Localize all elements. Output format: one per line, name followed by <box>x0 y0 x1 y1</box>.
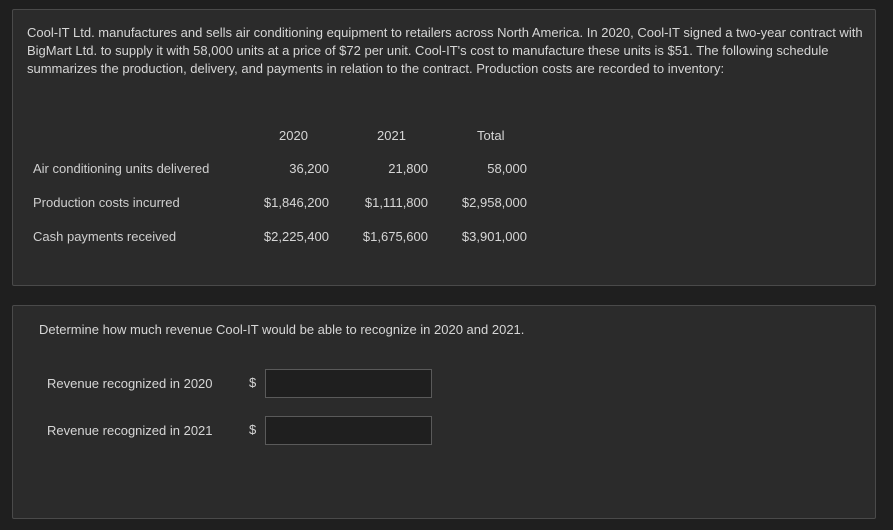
revenue-2021-currency: $ <box>249 422 257 437</box>
schedule-header-2021: 2021 <box>377 128 406 143</box>
revenue-2020-label: Revenue recognized in 2020 <box>47 376 213 391</box>
schedule-header-2020: 2020 <box>279 128 308 143</box>
schedule-cell-units-total: 58,000 <box>487 161 527 176</box>
schedule-cell-units-2020: 36,200 <box>289 161 329 176</box>
schedule-cell-cash-total: $3,901,000 <box>461 229 527 244</box>
revenue-2020-input[interactable] <box>265 369 432 398</box>
revenue-2021-label: Revenue recognized in 2021 <box>47 423 213 438</box>
schedule-cell-units-2021: 21,800 <box>388 161 428 176</box>
schedule-header-total: Total <box>477 128 505 143</box>
answer-panel <box>12 305 876 519</box>
company-name: Cool-IT Ltd. <box>27 25 95 40</box>
revenue-2021-input[interactable] <box>265 416 432 445</box>
schedule-cell-costs-2021: $1,111,800 <box>364 195 428 210</box>
problem-text: manufactures and sells air conditioning equipment to retailers across North America. In 2020, Cool-IT signed a two-year contract with BigMart Ltd. to supply it with 58,000 units at a price of $72 per unit. Cool-IT's cost to manufacture these units is $51. The following schedule summarizes the production, delivery, and payments in relation to the contract. Production costs are recorded to inventory: <box>27 25 863 76</box>
revenue-2020-currency: $ <box>249 375 257 390</box>
schedule-cell-costs-2020: $1,846,200 <box>263 195 329 210</box>
problem-panel <box>12 9 876 286</box>
schedule-cell-cash-2020: $2,225,400 <box>263 229 329 244</box>
schedule-cell-cash-2021: $1,675,600 <box>362 229 428 244</box>
question-prompt: Determine how much revenue Cool-IT would be able to recognize in 2020 and 2021. <box>39 322 525 337</box>
schedule-row-label-units: Air conditioning units delivered <box>33 161 210 176</box>
problem-statement <box>27 24 863 78</box>
schedule-row-label-cash: Cash payments received <box>33 229 177 244</box>
schedule-cell-costs-total: $2,958,000 <box>461 195 527 210</box>
schedule-row-label-costs: Production costs incurred <box>33 195 180 210</box>
